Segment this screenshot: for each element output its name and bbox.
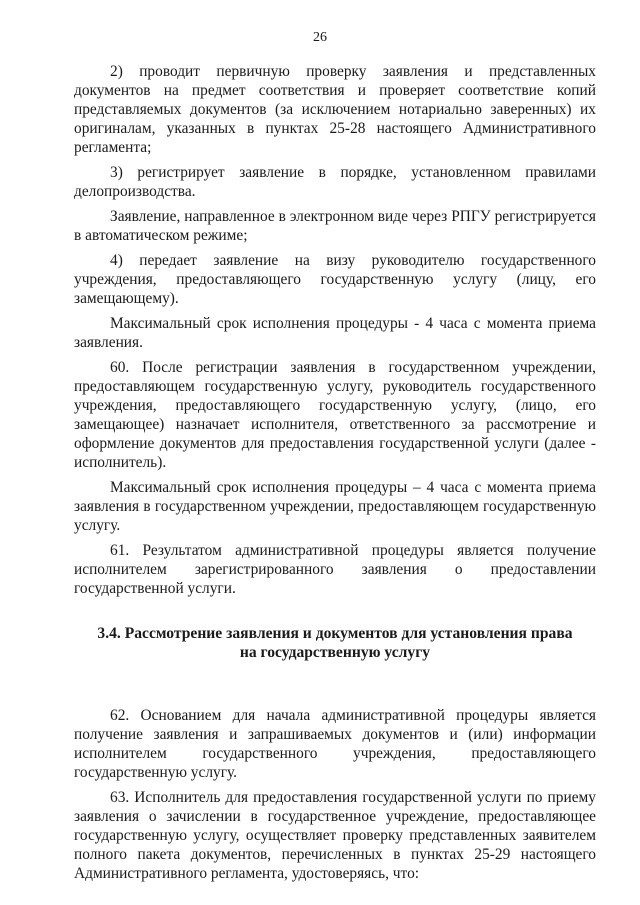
document-body <box>74 62 596 889</box>
page-number: 26 <box>313 30 327 45</box>
paragraph-item-2: 2) проводит первичную проверку заявления и представленных документов на предмет соответствия и проверяет соответствие копий представляемых документов (за исключением нотариально заверенных) их оригиналам, указанных в пунктах 25-28 настоящего Административного регламента; <box>74 63 596 156</box>
paragraph-electronic-registration: Заявление, направленное в электронном виде через РПГУ регистрируется в автоматическом режиме; <box>74 208 596 244</box>
paragraph-63: 63. Исполнитель для предоставления государственной услуги по приему заявления о зачислении в государственное учреждение, предоставляющее государственную услугу, осуществляет проверку представленных заявителем полного пакета документов, перечисленных в пунктах 25-29 настоящего Административного регламента, удостоверяясь, что: <box>74 789 596 882</box>
paragraph-62: 62. Основанием для начала административной процедуры является получение заявления и запрашиваемых документов и (или) информации исполнителем государственного учреждения, предоставляющего государственную услугу. <box>74 707 596 781</box>
section-heading <box>74 624 596 662</box>
paragraph-max-time-2: Максимальный срок исполнения процедуры – 4 часа с момента приема заявления в государственном учреждении, предоставляющем государственную услугу. <box>74 479 596 534</box>
paragraph-60: 60. После регистрации заявления в государственном учреждении, предоставляющем государственную услугу, руководитель государственного учреждения, предоставляющего государственную услугу, (лицо, его замещающее) назначает исполнителя, ответственного за рассмотрение и оформление документов для предоставления государственной услуги (далее - исполнитель). <box>74 359 596 471</box>
paragraph-item-3: 3) регистрирует заявление в порядке, установленном правилами делопроизводства. <box>74 164 596 200</box>
paragraph-item-4: 4) передает заявление на визу руководителю государственного учреждения, предоставляющего государственную услугу (лицу, его замещающему). <box>74 252 596 307</box>
paragraph-max-time-1: Максимальный срок исполнения процедуры - 4 часа с момента приема заявления. <box>74 315 596 351</box>
section-heading-line-1: 3.4. Рассмотрение заявления и документов для установления права <box>97 625 573 642</box>
section-heading-line-2: на государственную услугу <box>239 644 431 661</box>
paragraph-61: 61. Результатом административной процедуры является получение исполнителем зарегистрированного заявления о предоставлении государственной услуги. <box>74 542 596 597</box>
